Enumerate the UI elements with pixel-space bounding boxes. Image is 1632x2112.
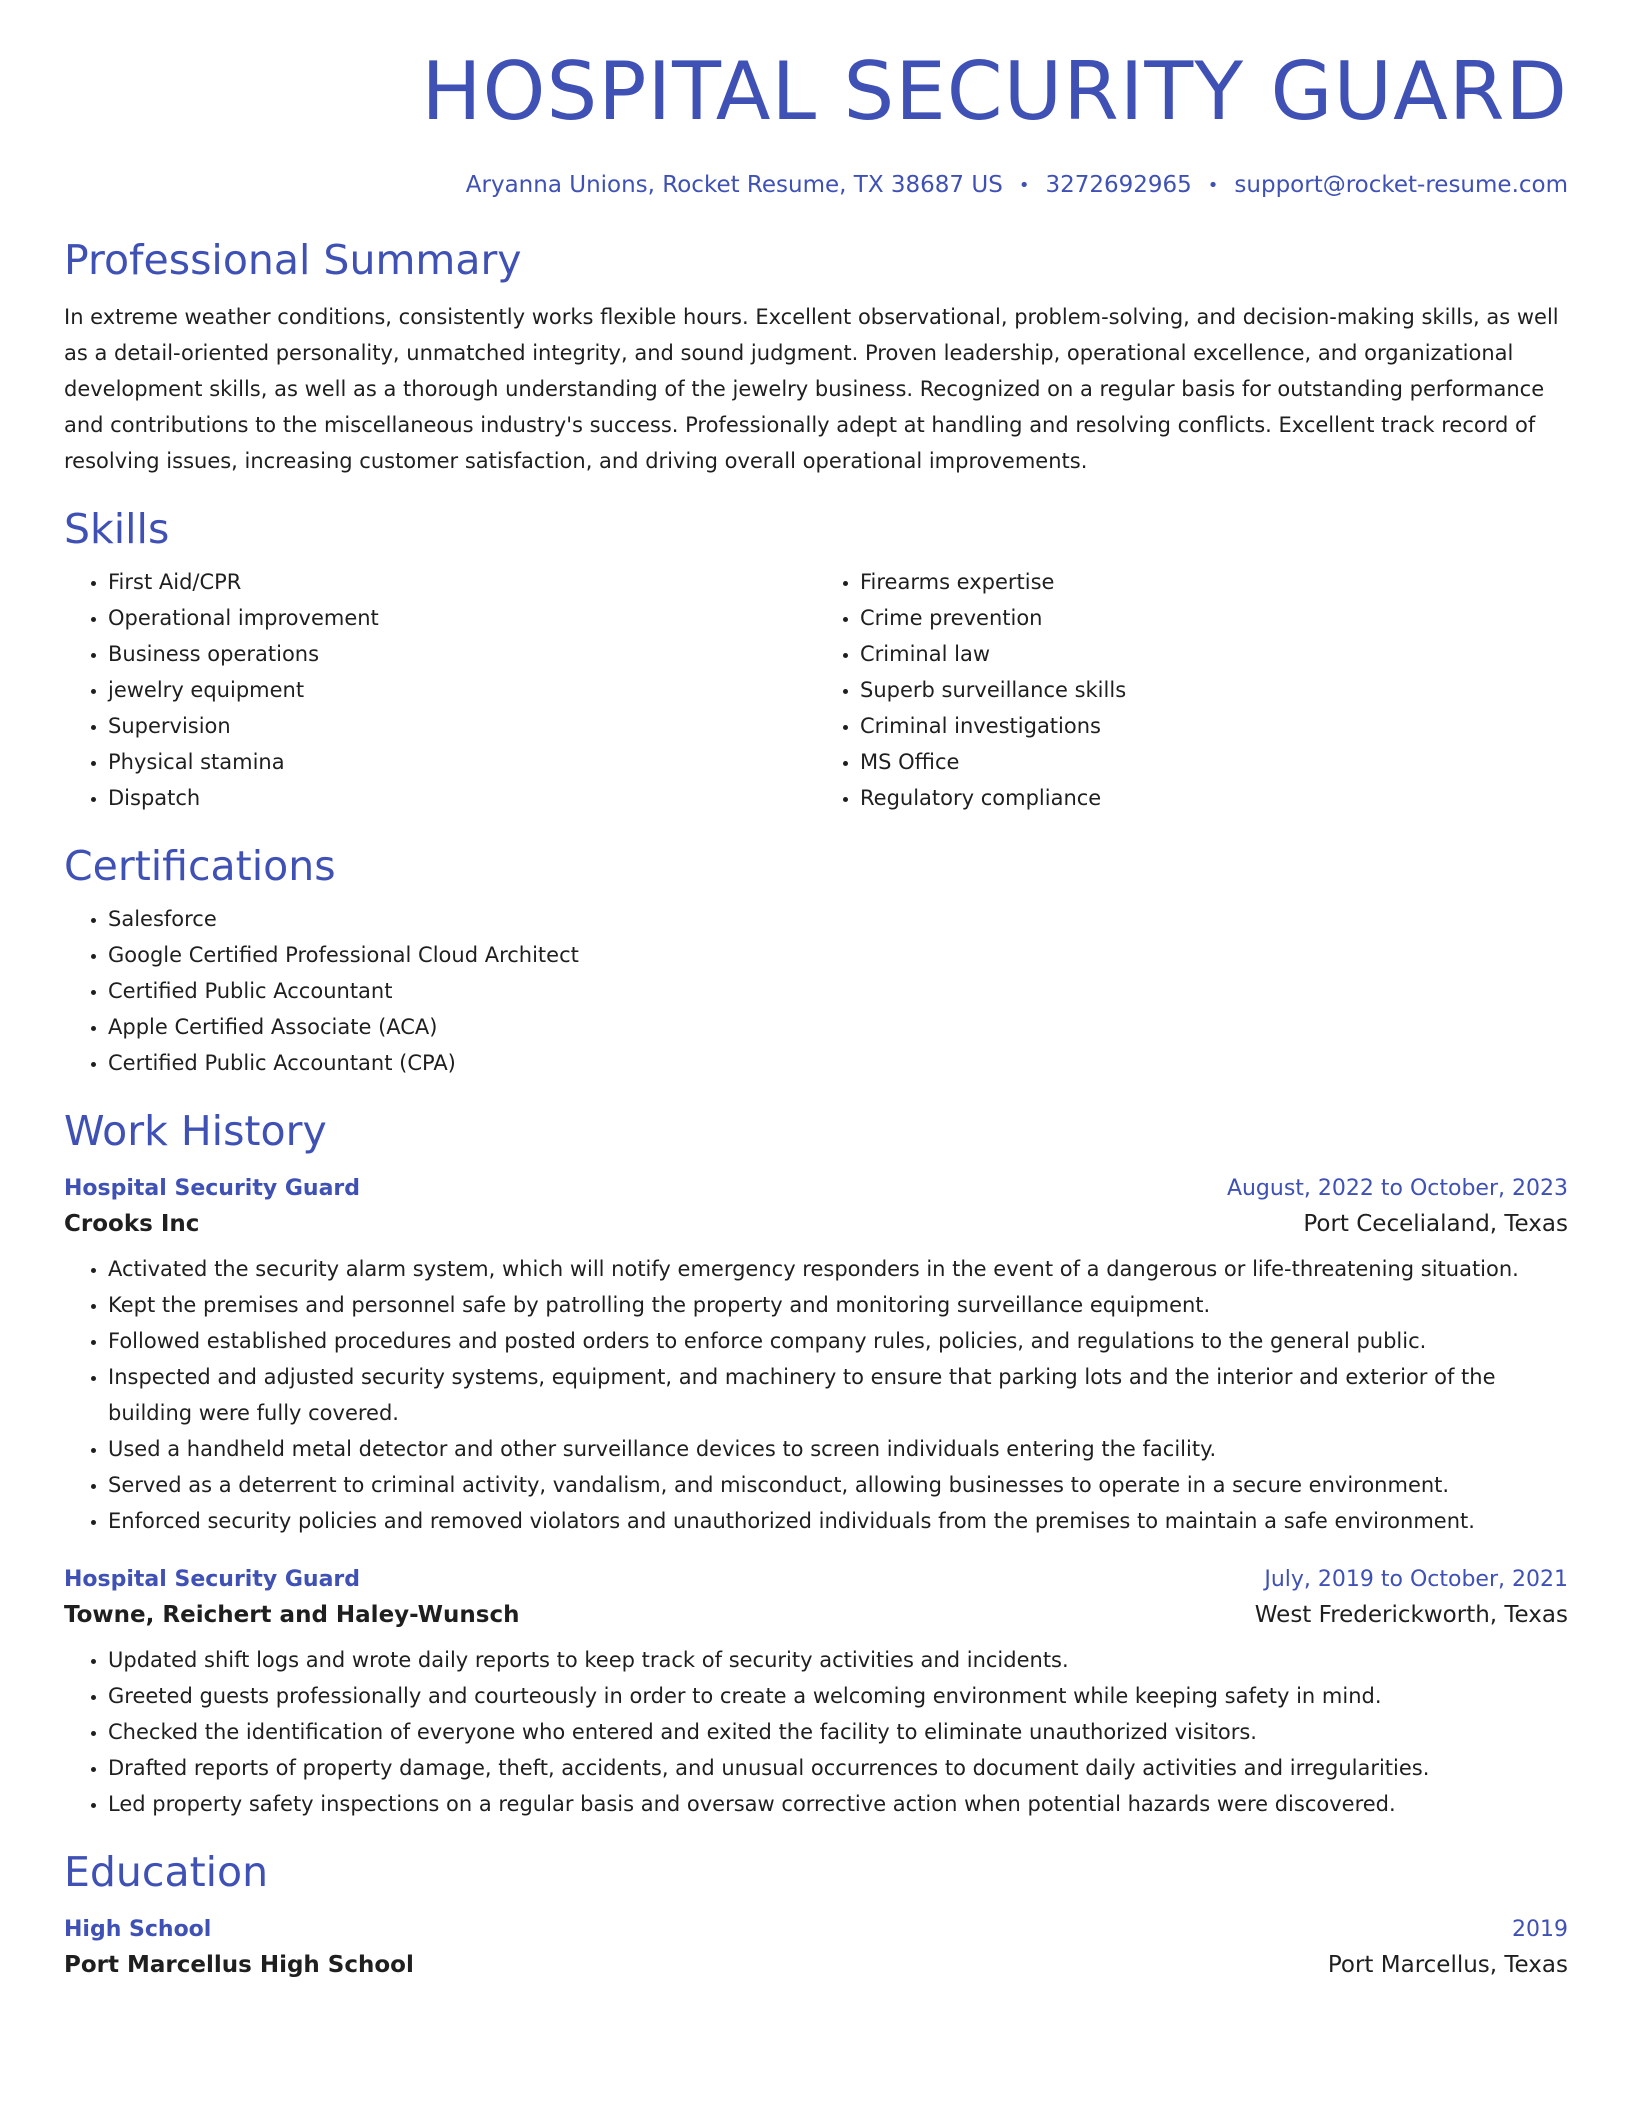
contact-phone[interactable]: 3272692965 [1045, 172, 1192, 198]
summary-text: In extreme weather conditions, consistently works flexible hours. Excellent observational, problem-solving, and decision-making skills, as well as a detail-oriented personality, unmatched integrity, and sound judgment. Proven leadership, operational excellence, and organizational development skills, as well as a thorough understanding of the jewelry business. Recognized on a regular basis for outstanding performance and contributions to the miscellaneous industry's success. Professionally adept at handling and resolving conflicts. Excellent track record of resolving issues, increasing customer satisfaction, and driving overall operational improvements. [64, 305, 1559, 474]
job-bullet: • Drafted reports of property damage, theft, accidents, and unusual occurrences to document daily activities and irregularities. [108, 1750, 1568, 1786]
job-bullet: • Kept the premises and personnel safe by patrolling the property and monitoring surveillance equipment. [108, 1287, 1568, 1323]
contact-separator: • [1018, 174, 1030, 196]
education-degree: High School [64, 1917, 212, 1943]
skills-columns [64, 564, 1568, 816]
school-name: Port Marcellus High School [64, 1952, 414, 1979]
employer-row [64, 1602, 1568, 1628]
skills-heading: Skills [64, 505, 170, 554]
job-dates: August, 2022 to October, 2023 [1226, 1176, 1568, 1202]
school-location: Port Marcellus, Texas [1327, 1952, 1568, 1979]
certification-item: • Google Certified Professional Cloud Architect [108, 937, 1568, 973]
skill-item: • Criminal investigations [860, 708, 1568, 744]
skill-item: • Criminal law [860, 636, 1568, 672]
skill-item: • Firearms expertise [860, 564, 1568, 600]
contact-separator: • [1207, 174, 1219, 196]
certification-item: • Salesforce [108, 901, 1568, 937]
skill-item: • Crime prevention [860, 600, 1568, 636]
job-bullet: • Updated shift logs and wrote daily reports to keep track of security activities and incidents. [108, 1642, 1568, 1678]
skill-item: • First Aid/CPR [108, 564, 816, 600]
education-entry [64, 1917, 1568, 1978]
skill-item: • Operational improvement [108, 600, 816, 636]
contact-email[interactable]: support@rocket-resume.com [1234, 172, 1568, 198]
job-bullet: • Led property safety inspections on a regular basis and oversaw corrective action when potential hazards were discovered. [108, 1786, 1568, 1822]
skill-item: • Regulatory compliance [860, 780, 1568, 816]
education-heading: Education [64, 1848, 269, 1897]
employer-name: Towne, Reichert and Haley-Wunsch [64, 1602, 520, 1629]
job-entry [64, 1176, 1568, 1539]
school-row [64, 1952, 1568, 1978]
job-dates: July, 2019 to October, 2021 [1264, 1567, 1568, 1593]
job-bullet: • Followed established procedures and posted orders to enforce company rules, policies, and regulations to the general public. [108, 1323, 1568, 1359]
resume-title: HOSPITAL SECURITY GUARD [421, 45, 1568, 138]
job-bullet: • Served as a deterrent to criminal activity, vandalism, and misconduct, allowing businesses to operate in a secure environment. [108, 1467, 1568, 1503]
job-bullet: • Greeted guests professionally and courteously in order to create a welcoming environment while keeping safety in mind. [108, 1678, 1568, 1714]
job-header [64, 1567, 1568, 1592]
job-bullet: • Enforced security policies and removed violators and unauthorized individuals from the premises to maintain a safe environment. [108, 1503, 1568, 1539]
skill-item: • Dispatch [108, 780, 816, 816]
job-bullets [64, 1251, 1568, 1539]
skills-left-list [64, 564, 816, 816]
work-history-heading: Work History [64, 1107, 327, 1156]
certification-item: • Certified Public Accountant (CPA) [108, 1045, 1568, 1081]
job-bullet: • Activated the security alarm system, which will notify emergency responders in the event of a dangerous or life-threatening situation. [108, 1251, 1568, 1287]
contact-line [64, 172, 1568, 198]
certifications-heading: Certifications [64, 842, 336, 891]
certifications-list [64, 901, 1568, 1081]
skill-item: • jewelry equipment [108, 672, 816, 708]
job-bullet: • Inspected and adjusted security systems, equipment, and machinery to ensure that parking lots and the interior and exterior of the building were fully covered. [108, 1359, 1568, 1431]
certification-item: • Apple Certified Associate (ACA) [108, 1009, 1568, 1045]
job-entry [64, 1567, 1568, 1822]
contact-address: Aryanna Unions, Rocket Resume, TX 38687 US [465, 172, 1003, 198]
skills-right-list [816, 564, 1568, 816]
job-title: Hospital Security Guard [64, 1567, 361, 1593]
job-bullet: • Checked the identification of everyone who entered and exited the facility to eliminate unauthorized visitors. [108, 1714, 1568, 1750]
job-location: West Frederickworth, Texas [1254, 1602, 1568, 1629]
skill-item: • MS Office [860, 744, 1568, 780]
skill-item: • Business operations [108, 636, 816, 672]
summary-heading: Professional Summary [64, 236, 522, 284]
education-year: 2019 [1512, 1917, 1568, 1943]
employer-row [64, 1211, 1568, 1237]
job-title: Hospital Security Guard [64, 1176, 361, 1202]
employer-name: Crooks Inc [64, 1211, 200, 1238]
certification-item: • Certified Public Accountant [108, 973, 1568, 1009]
job-header [64, 1176, 1568, 1201]
job-bullet: • Used a handheld metal detector and other surveillance devices to screen individuals entering the facility. [108, 1431, 1568, 1467]
skill-item: • Superb surveillance skills [860, 672, 1568, 708]
skill-item: • Physical stamina [108, 744, 816, 780]
job-bullets [64, 1642, 1568, 1822]
education-header [64, 1917, 1568, 1942]
skill-item: • Supervision [108, 708, 816, 744]
job-location: Port Cecelialand, Texas [1303, 1211, 1568, 1238]
